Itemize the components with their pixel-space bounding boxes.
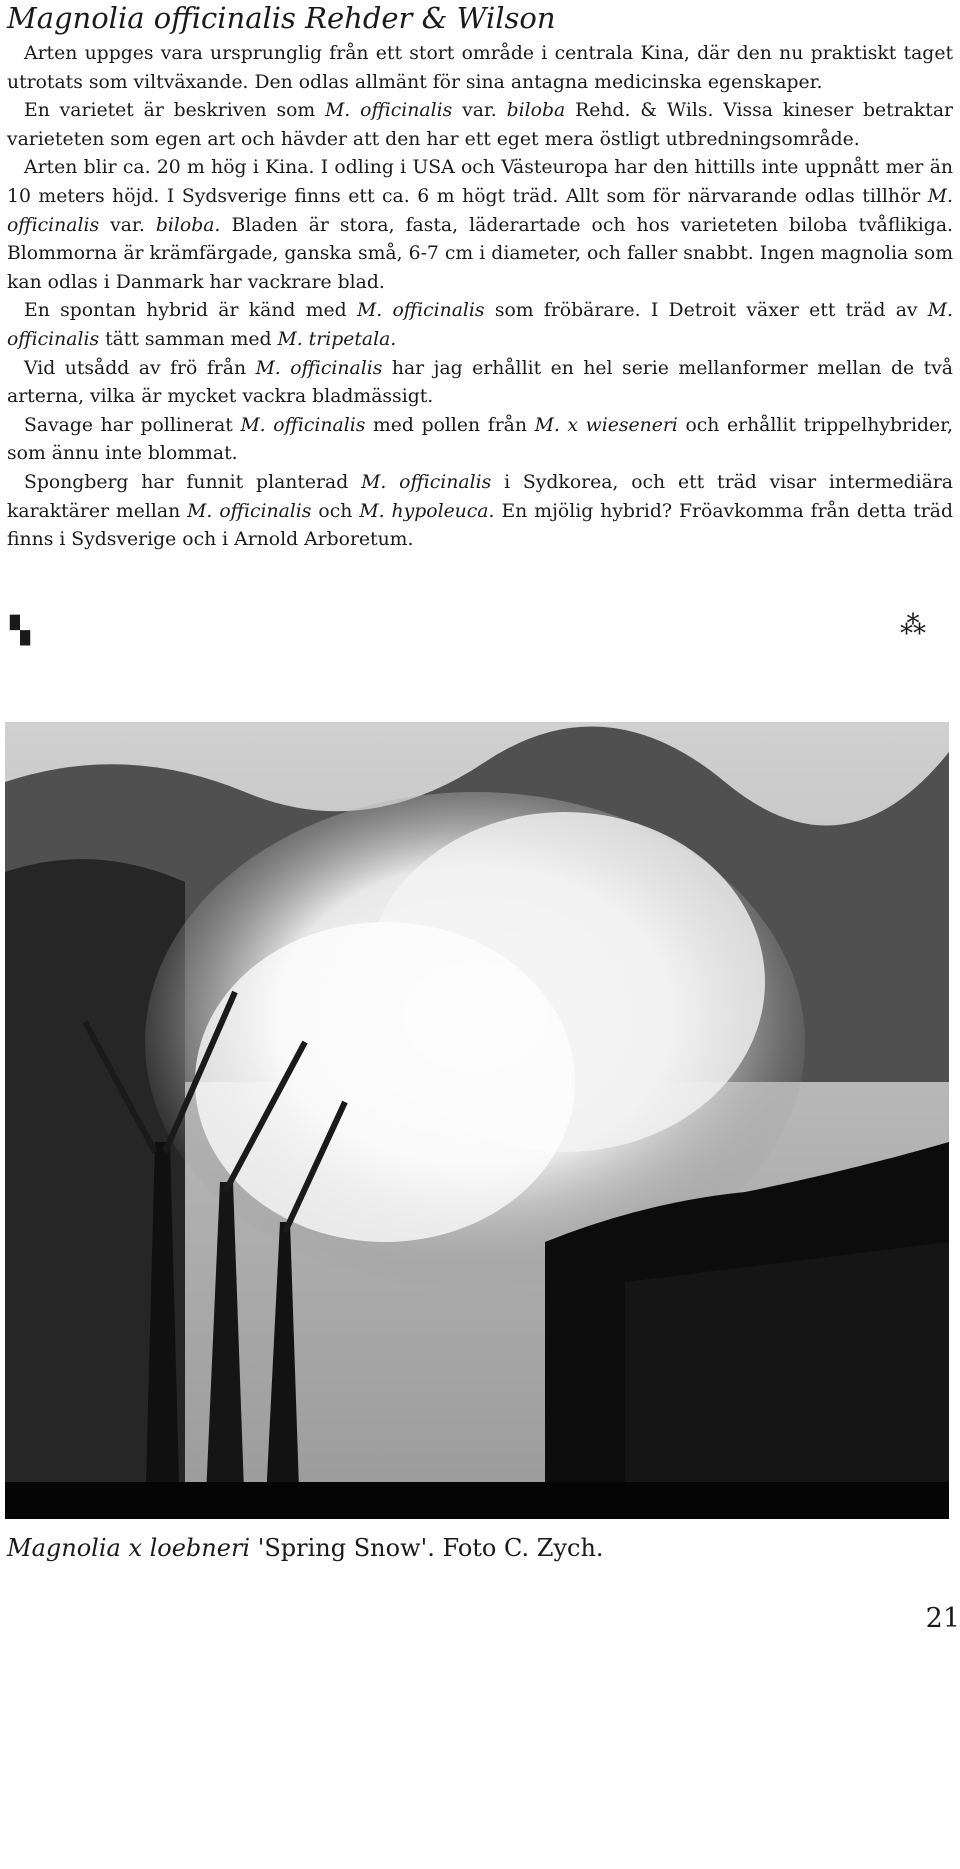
text-run: En varietet är beskriven som: [24, 100, 326, 122]
italic-term: M. officinalis: [7, 300, 953, 350]
article-title: Magnolia officinalis Rehder & Wilson: [7, 1, 556, 35]
body-text: [7, 40, 953, 555]
paragraph: [7, 40, 953, 97]
paragraph: [7, 412, 953, 469]
text-run: Arten blir ca. 20 m hög i Kina. I odling i USA och Västeuropa har den hittills inte uppnått mer än 10 meters höjd. I Sydsverige finns ett ca. 6 m högt träd. Allt som för närvarande odlas tillhör: [7, 157, 953, 207]
italic-term: M. officinalis: [255, 357, 383, 379]
italic-term: biloba.: [155, 214, 221, 236]
text-run: En spontan hybrid är känd med: [24, 300, 357, 322]
paragraph: [7, 97, 953, 154]
italic-term: biloba: [506, 100, 566, 122]
paragraph: [7, 355, 953, 412]
italic-term: M. officinalis: [187, 500, 312, 522]
magnolia-photo: [5, 722, 949, 1519]
text-run: med pollen från: [365, 414, 535, 436]
text-run: och erhållit trippelhybrider, som ännu inte blommat.: [7, 414, 953, 465]
italic-term: M. officinalis: [7, 185, 953, 236]
text-run: Spongberg har funnit planterad: [24, 471, 362, 493]
text-run: Savage har pollinerat: [24, 414, 241, 436]
text-run: var.: [99, 214, 156, 236]
text-run: som fröbärare. I Detroit växer ett träd av: [484, 300, 928, 322]
scan-mark-left: ▚: [10, 616, 30, 646]
paragraph: [7, 154, 953, 297]
italic-term: M. hypoleuca.: [359, 500, 495, 522]
text-run: och: [311, 500, 360, 522]
text-run: tätt samman med: [99, 328, 278, 350]
caption-species: Magnolia x loebneri: [7, 1534, 251, 1562]
photo-caption: [7, 1531, 604, 1565]
text-run: i Sydkorea, och ett träd visar intermediära karaktärer mellan: [7, 471, 953, 522]
caption-credit: 'Spring Snow'. Foto C. Zych.: [250, 1534, 604, 1562]
italic-term: M. officinalis: [325, 100, 453, 122]
text-run: Vid utsådd av frö från: [24, 357, 256, 379]
paragraph: [7, 297, 953, 354]
text-run: var.: [452, 100, 507, 122]
text-run: Bladen är stora, fasta, läderartade och hos varieteten biloba tvåflikiga. Blommorna är krämfärgade, ganska små, 6-7 cm i diameter, och faller snabbt. Ingen magnolia som kan odlas i Danmark har vackrare blad.: [7, 214, 953, 293]
italic-term: M. officinalis: [240, 414, 366, 436]
text-run: En mjölig hybrid? Fröavkomma från detta träd finns i Sydsverige och i Arnold Arboretum.: [7, 500, 953, 551]
paragraph: [7, 469, 953, 555]
text-run: Rehd. & Wils. Vissa kineser betraktar varieteten som egen art och hävder att den har ett eget mera östligt utbredningsområde.: [7, 100, 953, 150]
text-run: har jag erhållit en hel serie mellanformer mellan de två arterna, vilka är mycket vackra bladmässigt.: [7, 357, 954, 408]
page-number: 21: [925, 1603, 960, 1634]
text-run: Arten uppges vara ursprunglig från ett stort område i centrala Kina, där den nu praktiskt taget utrotats som viltväxande. Den odlas allmänt för sina antagna medicinska egenskaper.: [7, 43, 953, 93]
italic-term: M. officinalis: [361, 471, 492, 493]
scan-mark-right: ⁂: [900, 611, 926, 641]
italic-term: M. x wieseneri: [534, 414, 678, 436]
italic-term: M. tripetala.: [277, 328, 397, 350]
italic-term: M. officinalis: [356, 300, 485, 322]
